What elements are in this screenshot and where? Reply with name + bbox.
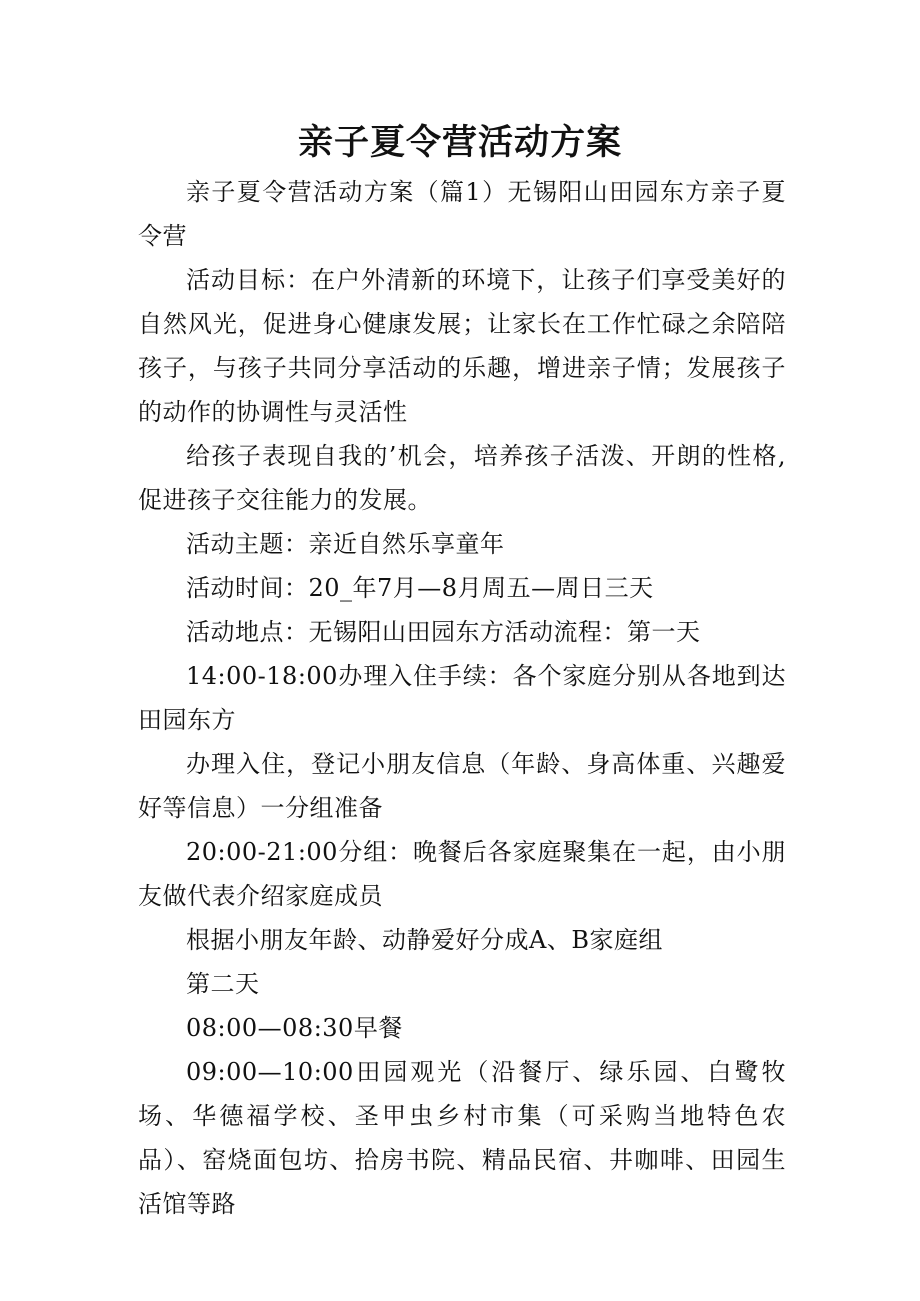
paragraph-goal-cont: 给孩子表现自我的’机会，培养孩子活泼、开朗的性格,促进孩子交往能力的发展。 xyxy=(138,442,786,514)
paragraph-goal: 活动目标：在户外清新的环境下，让孩子们享受美好的自然风光，促进身心健康发展；让家长在工作忙碌之余陪陪孩子，与孩子共同分享活动的乐趣，增进亲子情；发展孩子的动作的协调性与灵活性 xyxy=(138,266,786,426)
paragraph-tour: 09:00—10:00田园观光（沿餐厅、绿乐园、白鹭牧场、华德福学校、圣甲虫乡村市集（可采购当地特色农品）、窑烧面包坊、拾房书院、精品民宿、井咖啡、田园生活馆等路 xyxy=(138,1058,786,1218)
paragraph-time: 活动时间：20_年7月—8月周五—周日三天 xyxy=(186,574,654,602)
paragraph-location: 活动地点：无锡阳山田园东方活动流程：第一天 xyxy=(186,618,701,646)
paragraph-groups: 根据小朋友年龄、动静爱好分成A、B家庭组 xyxy=(186,926,663,954)
paragraph-checkin: 14:00-18:00办理入住手续：各个家庭分别从各地到达田园东方 xyxy=(138,662,786,734)
paragraph-registration: 办理入住，登记小朋友信息（年龄、身高体重、兴趣爱好等信息）一分组准备 xyxy=(138,750,786,822)
document-body xyxy=(138,170,786,1226)
document-title: 亲子夏令营活动方案 xyxy=(297,123,622,163)
paragraph-theme: 活动主题：亲近自然乐享童年 xyxy=(186,530,505,558)
paragraph-intro: 亲子夏令营活动方案（篇1）无锡阳山田园东方亲子夏令营 xyxy=(138,178,786,250)
paragraph-day-two: 第二天 xyxy=(186,970,260,998)
paragraph-grouping: 20:00-21:00分组：晚餐后各家庭聚集在一起，由小朋友做代表介绍家庭成员 xyxy=(138,838,786,910)
paragraph-breakfast: 08:00—08:30早餐 xyxy=(186,1014,403,1042)
